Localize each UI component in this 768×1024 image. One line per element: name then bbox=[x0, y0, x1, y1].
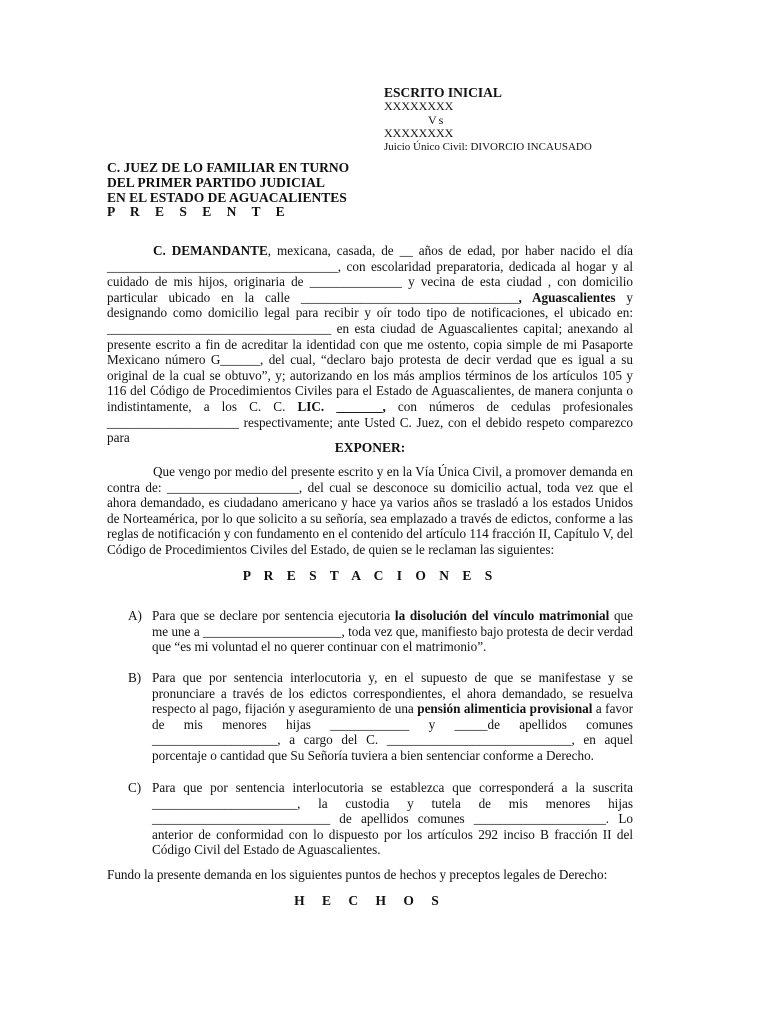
item-bold: pensión alimenticia provisional bbox=[417, 701, 593, 717]
case-type: Juicio Único Civil: DIVORCIO INCAUSADO bbox=[384, 140, 592, 153]
item-text: Para que por sentencia interlocutoria se establezca que corresponderá a la suscrita ______________________, la custodia y tutela de mis menores hijas ___________________________ de apellidos comunes ____________________. Lo anterior de conformidad con lo dispuesto por los artículos 292 inciso B fracción II del Código Civil del Estado de Aguascalientes. bbox=[152, 780, 633, 858]
city-bold: , Aguascalientes bbox=[518, 289, 616, 305]
intro-text: , mexicana, casada, de __ años de edad, por haber nacido el día ___________________________________, con escolaridad preparatoria, dedicada al hogar y al cuidado de mis hijos, originaria de ______________ y vecina de esta ciudad , con domicilio particular ubicado en la calle _________________________________ bbox=[107, 243, 633, 305]
addressee-block bbox=[107, 161, 427, 220]
hechos-heading: H E C H O S bbox=[294, 893, 446, 908]
addressee-line: EN EL ESTADO DE AGUACALIENTES bbox=[107, 189, 347, 205]
item-label: B) bbox=[128, 670, 142, 685]
item-bold: la disolución del vínculo matrimonial bbox=[394, 608, 610, 623]
lawyer-bold: LIC. _______, bbox=[297, 398, 386, 414]
item-text: a favor de mis menores hijas ____________ y _____de apellidos comunes ___________________, a cargo del C. ____________________________, en aquel porcentaje o cantidad que Su Señoría tuviera a bien sentenciar conforme a Derecho. bbox=[152, 701, 633, 763]
intro-paragraph bbox=[107, 243, 633, 446]
prestaciones-heading: P R E S T A C I O N E S bbox=[242, 568, 498, 583]
document-title: ESCRITO INICIAL bbox=[384, 85, 502, 100]
fundo-text: Fundo la presente demanda en los siguientes puntos de hechos y preceptos legales de Derecho: bbox=[107, 867, 608, 882]
defendant-placeholder: XXXXXXXX bbox=[384, 126, 454, 140]
list-item bbox=[128, 780, 633, 858]
intro-text: y designando como domicilio legal para recibir y oír todo tipo de notificaciones, el ubicado en: __________________________________ en esta ciudad de Aguascalientes capital; anexando al presente escrito a fin de acreditar la identidad con que me ostento, copia simple de mi Pasaporte Mexicano número G______, del cual, “declaro bajo protesta de decir verdad que es igual a su original de la cual se obtuvo”, y; autorizando en los más amplios términos de los artículos 105 y 116 del Código de Procedimientos Civiles para el Estado de Aguascalientes, de manera conjunta o indistintamente, a los C. C. bbox=[107, 289, 634, 414]
item-text: Para que por sentencia interlocutoria y, en el supuesto de que se manifestase y se pronunciare a través de los edictos correspondientes, el ahora demandado, se resuelva respecto al pago, fijación y aseguramiento de una bbox=[152, 670, 633, 717]
item-text: Para que se declare por sentencia ejecutoria bbox=[152, 608, 395, 623]
exponer-heading: EXPONER: bbox=[334, 440, 406, 455]
item-label: A) bbox=[128, 608, 142, 623]
case-header bbox=[384, 85, 684, 154]
list-item bbox=[128, 608, 633, 655]
versus-label: Vs bbox=[428, 112, 446, 127]
addressee-line: DEL PRIMER PARTIDO JUDICIAL bbox=[107, 174, 325, 190]
plaintiff-name: C. DEMANDANTE bbox=[153, 243, 268, 258]
item-label: C) bbox=[128, 780, 142, 795]
intro-text: con números de cedulas profesionales ____________________ respectivamente; ante Usted C. Juez, con el debido respeto comparezco para bbox=[107, 398, 633, 446]
list-item bbox=[128, 670, 633, 764]
item-text: que me une a _____________________, toda vez que, manifiesto bajo protesta de decir verdad que “es mi voluntad el no querer continuar con el matrimonio”. bbox=[152, 608, 633, 655]
exponer-paragraph bbox=[107, 464, 633, 558]
addressee-line: C. JUEZ DE LO FAMILIAR EN TURNO bbox=[107, 160, 350, 175]
plaintiff-placeholder: XXXXXXXX bbox=[384, 99, 454, 113]
presente-line: P R E S E N T E bbox=[107, 204, 291, 220]
exponer-text: Que vengo por medio del presente escrito y en la Vía Única Civil, a promover demanda en contra de: ____________________, del cual se desconoce su domicilio actual, toda vez que el ahora demandado, es ciudadano americano y hace ya varios años se trasladó a los estados Unidos de Norteamérica, por lo que solicito a su señoría, sea emplazado a través de edictos, conforme a las reglas de notificación y con fundamento en el contenido del artículo 114 fracción II, Capítulo V, del Código de Procedimientos Civiles del Estado, de quien se le reclaman las siguientes: bbox=[107, 464, 633, 557]
fundo-paragraph bbox=[107, 867, 647, 883]
